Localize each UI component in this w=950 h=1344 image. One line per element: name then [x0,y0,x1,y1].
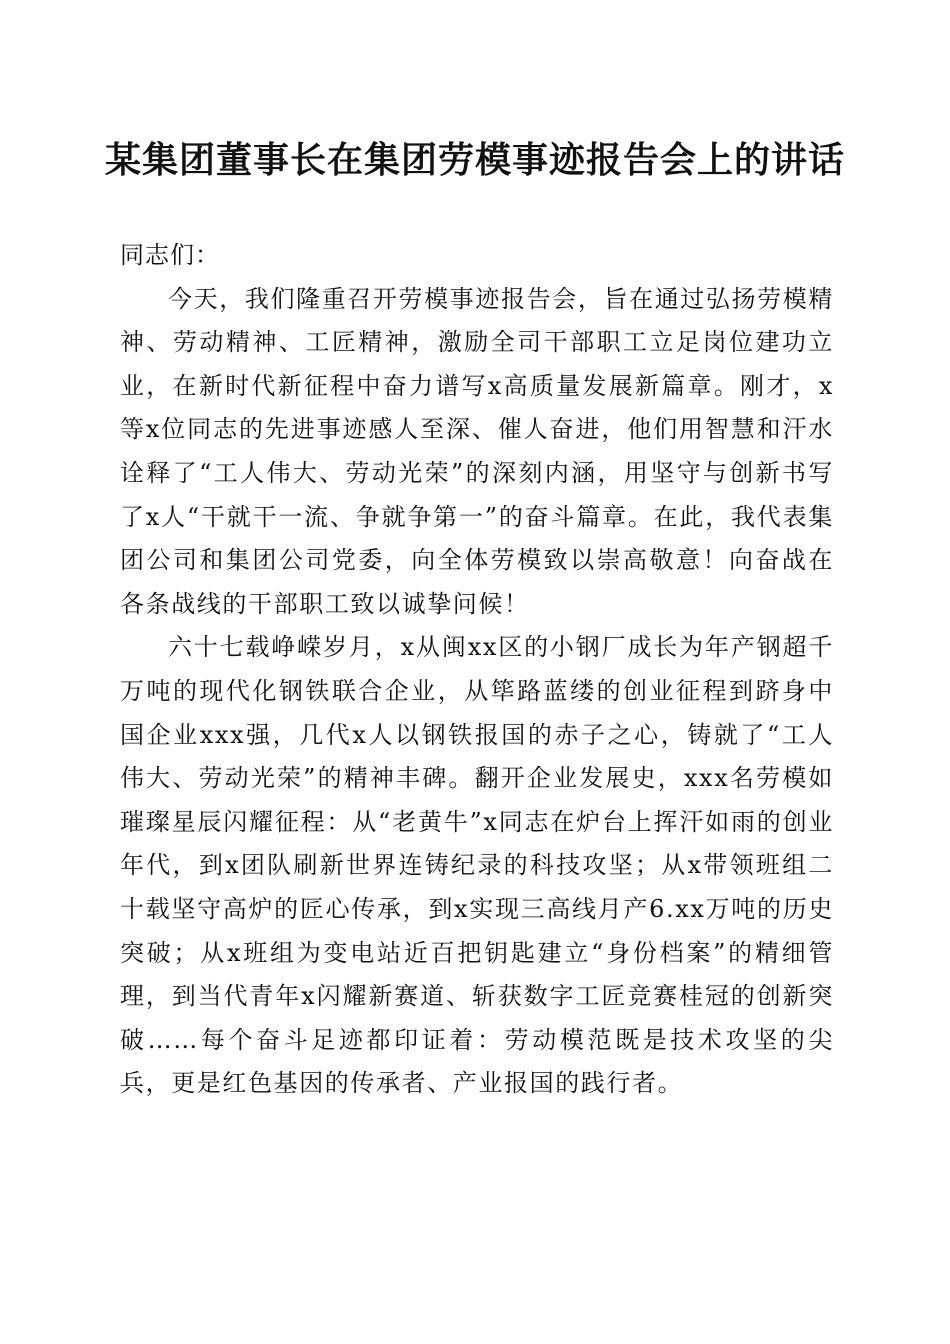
paragraph-history: 六十七载峥嵘岁月，x从闽xx区的小钢厂成长为年产钢超千万吨的现代化钢铁联合企业，从筚路蓝缕的创业征程到跻身中国企业xxx强，几代x人以钢铁报国的赤子之心，铸就了“工人伟大、劳动光荣”的精神丰碑。翻开企业发展史，xxx名劳模如璀璨星辰闪耀征程：从“老黄牛”x同志在炉台上挥汗如雨的创业年代，到x团队刷新世界连铸纪录的科技攻坚；从x带领班组二十载坚守高炉的匠心传承，到x实现三高线月产6.xx万吨的历史突破；从x班组为变电站近百把钥匙建立“身份档案”的精细管理，到当代青年x闪耀新赛道、斩获数字工匠竞赛桂冠的创新突破……每个奋斗足迹都印证着：劳动模范既是技术攻坚的尖兵，更是红色基因的传承者、产业报国的践行者。 [120,633,834,1098]
document-title: 某集团董事长在集团劳模事迹报告会上的讲话 [104,139,845,181]
paragraph-opening: 今天，我们隆重召开劳模事迹报告会，旨在通过弘扬劳模精神、劳动精神、工匠精神，激励全司干部职工立足岗位建功立业，在新时代新征程中奋力谱写x高质量发展新篇章。刚才，x等x位同志的先进事迹感人至深、催人奋进，他们用智慧和汗水诠释了“工人伟大、劳动光荣”的深刻内涵，用坚守与创新书写了x人“干就干一流、争就争第一”的奋斗篇章。在此，我代表集团公司和集团公司党委，向全体劳模致以崇高敬意！向奋战在各条战线的干部职工致以诚挚问候！ [120,284,834,618]
salutation: 同志们： [120,241,220,269]
document-body [120,234,834,1106]
